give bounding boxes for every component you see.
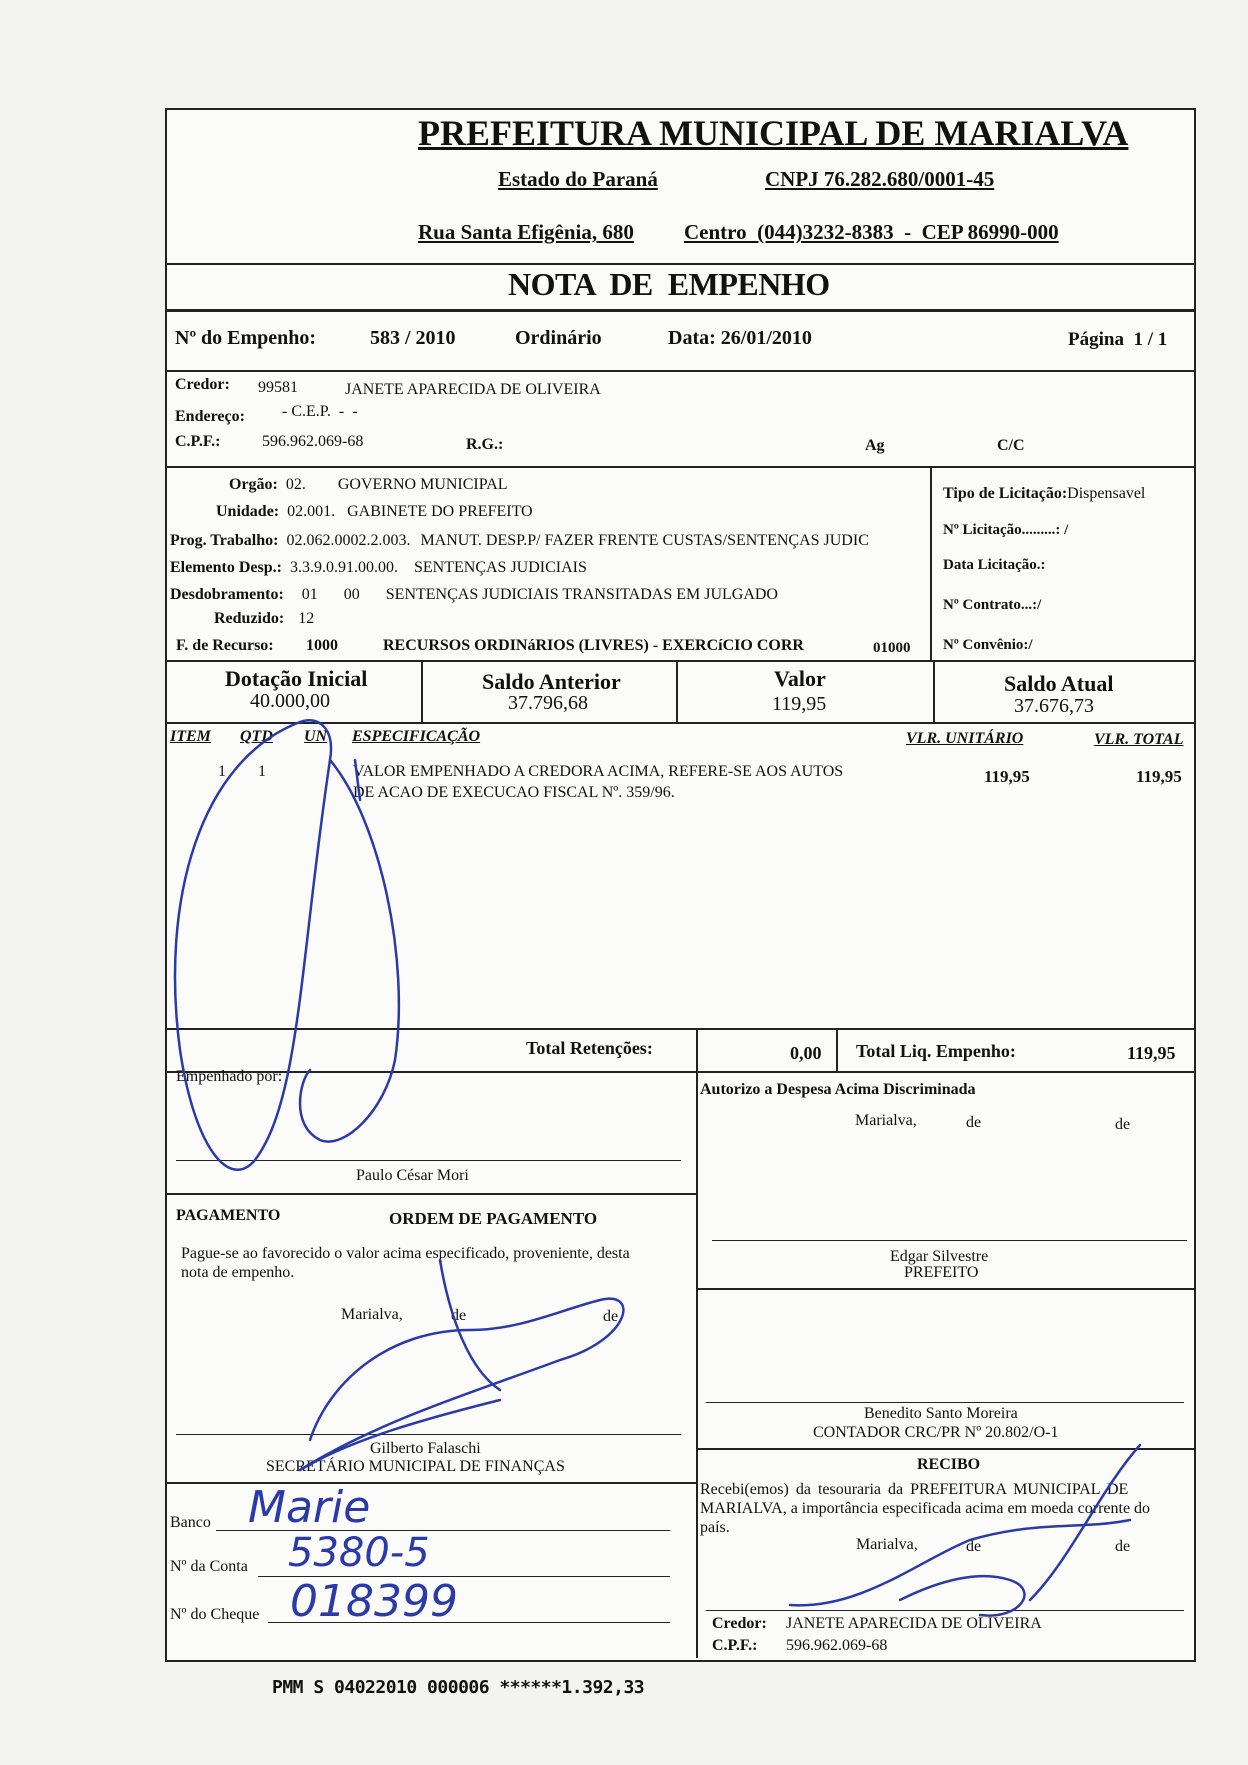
unidade-row xyxy=(216,503,533,521)
orgao-name: GOVERNO MUNICIPAL xyxy=(337,476,508,493)
desdobramento-code1: 01 xyxy=(301,586,318,603)
elemento-label: Elemento Desp.: xyxy=(170,559,282,576)
pagamento-text1: Pague-se ao favorecido o valor acima especificado, proveniente, desta xyxy=(181,1245,630,1262)
col-item: ITEM xyxy=(170,728,211,745)
row-espec-line2: DE ACAO DE EXECUCAO FISCAL Nº. 359/96. xyxy=(353,784,675,801)
col-valor-total: VLR. TOTAL xyxy=(1094,731,1184,748)
prog-code: 02.062.0002.2.003. xyxy=(286,532,411,549)
empenho-number: 583 / 2010 xyxy=(370,327,456,349)
recibo-de2: de xyxy=(1115,1538,1131,1555)
prog-row xyxy=(170,532,869,550)
page-number: Página 1 / 1 xyxy=(1068,329,1168,350)
valor-value: 119,95 xyxy=(772,693,827,715)
elemento-code: 3.3.9.0.91.00.00. xyxy=(289,559,398,576)
desdobramento-code2: 00 xyxy=(343,586,360,603)
pagamento-de1: de xyxy=(451,1307,467,1324)
cheque-handwritten: 018399 xyxy=(290,1576,458,1627)
valor-label: Valor xyxy=(774,666,826,691)
banco-label: Banco xyxy=(170,1514,211,1531)
dotacao-inicial-value: 40.000,00 xyxy=(250,690,330,712)
recibo-de1: de xyxy=(966,1538,982,1555)
row-valor-total: 119,95 xyxy=(1136,767,1182,786)
cpf-value: 596.962.069-68 xyxy=(262,433,364,450)
pagamento-place: Marialva, xyxy=(341,1306,403,1323)
ordem-pagamento-label: ORDEM DE PAGAMENTO xyxy=(389,1209,598,1228)
contador-name: Benedito Santo Moreira xyxy=(864,1405,1018,1422)
cc-label: C/C xyxy=(997,437,1025,454)
total-retencoes-label: Total Retenções: xyxy=(526,1038,653,1058)
ag-label: Ag xyxy=(865,437,885,454)
recurso-code: 1000 xyxy=(306,637,338,654)
elemento-row xyxy=(170,559,587,577)
row-valor-unitario: 119,95 xyxy=(984,767,1030,786)
prog-label: Prog. Trabalho: xyxy=(170,532,279,549)
row-qtd: 1 xyxy=(258,763,266,780)
tipo-licitacao-value: Dispensavel xyxy=(1067,485,1146,502)
desdobramento-name: SENTENÇAS JUDICIAIS TRANSITADAS EM JULGADO xyxy=(385,586,778,603)
elemento-name: SENTENÇAS JUDICIAIS xyxy=(413,559,587,576)
empenhado-label: Empenhado por: xyxy=(176,1068,283,1085)
col-especificacao: ESPECIFICAÇÃO xyxy=(352,728,481,745)
credor-label: Credor: xyxy=(175,376,230,393)
numero-convenio: Nº Convênio:/ xyxy=(943,637,1033,653)
data-licitacao: Data Licitação.: xyxy=(943,557,1046,573)
cpf-label: C.P.F.: xyxy=(175,433,221,450)
address-text: Rua Santa Efigênia, 680 xyxy=(418,220,634,244)
recibo-text3: país. xyxy=(700,1519,730,1536)
empenho-label: Nº do Empenho: xyxy=(175,327,317,349)
prefeito-name: Edgar Silvestre xyxy=(890,1248,989,1265)
state-text: Estado do Paraná xyxy=(498,167,658,191)
autorizo-de2: de xyxy=(1115,1116,1131,1133)
total-liquido-value: 119,95 xyxy=(1127,1043,1176,1063)
saldo-anterior-value: 37.796,68 xyxy=(508,692,588,714)
total-liquido-label: Total Liq. Empenho: xyxy=(856,1041,1016,1061)
conta-handwritten: 5380-5 xyxy=(288,1530,430,1576)
saldo-atual-value: 37.676,73 xyxy=(1014,695,1094,717)
col-qtd: QTD xyxy=(240,728,273,745)
cnpj-text: CNPJ 76.282.680/0001-45 xyxy=(765,167,995,191)
empenhado-name: Paulo César Mori xyxy=(356,1167,469,1184)
col-valor-unitario: VLR. UNITÁRIO xyxy=(906,730,1024,747)
reduzido-row xyxy=(214,610,314,628)
recibo-place: Marialva, xyxy=(856,1536,918,1553)
row-item: 1 xyxy=(218,763,226,780)
endereco-label: Endereço: xyxy=(175,408,245,425)
recibo-credor-label: Credor: xyxy=(712,1615,767,1632)
recibo-credor-name: JANETE APARECIDA DE OLIVEIRA xyxy=(786,1615,1042,1632)
dotacao-inicial-label: Dotação Inicial xyxy=(225,666,368,691)
cheque-label: Nº do Cheque xyxy=(170,1606,260,1623)
autorizo-title: Autorizo a Despesa Acima Discriminada xyxy=(700,1081,976,1098)
orgao-row xyxy=(229,476,508,494)
orgao-label: Orgão: xyxy=(229,476,278,493)
pagamento-de2: de xyxy=(603,1308,619,1325)
saldo-atual-label: Saldo Atual xyxy=(1004,671,1114,696)
reduzido-value: 12 xyxy=(298,610,315,627)
recibo-title: RECIBO xyxy=(917,1456,981,1473)
numero-contrato: Nº Contrato...:/ xyxy=(943,597,1042,613)
pagamento-label: PAGAMENTO xyxy=(176,1207,281,1224)
autorizo-de1: de xyxy=(966,1114,982,1131)
banco-handwritten: Marie xyxy=(248,1482,371,1533)
prog-name: MANUT. DESP.P/ FAZER FRENTE CUSTAS/SENTENÇAS JUDIC xyxy=(420,532,869,549)
prefeito-role: PREFEITO xyxy=(904,1264,979,1281)
conta-label: Nº da Conta xyxy=(170,1558,248,1575)
empenho-date: Data: 26/01/2010 xyxy=(668,327,812,349)
recibo-cpf-label: C.P.F.: xyxy=(712,1637,758,1654)
desdobramento-row xyxy=(170,586,778,604)
desdobramento-label: Desdobramento: xyxy=(170,586,284,603)
saldo-anterior-label: Saldo Anterior xyxy=(482,669,621,694)
orgao-code: 02. xyxy=(285,476,306,493)
address2-text: Centro (044)3232-8383 - CEP 86990-000 xyxy=(684,220,1059,244)
credor-name: JANETE APARECIDA DE OLIVEIRA xyxy=(345,381,601,398)
recibo-text2: MARIALVA, a importância especificada acima em moeda corrente do xyxy=(700,1500,1151,1517)
contador-role: CONTADOR CRC/PR Nº 20.802/O-1 xyxy=(813,1424,1059,1441)
unidade-label: Unidade: xyxy=(216,503,280,520)
numero-licitacao: Nº Licitação.........: / xyxy=(943,522,1069,538)
pagamento-text2: nota de empenho. xyxy=(181,1264,295,1281)
empenho-type: Ordinário xyxy=(515,327,602,349)
row-espec-line1: VALOR EMPENHADO A CREDORA ACIMA, REFERE-SE AOS AUTOS xyxy=(353,763,844,780)
rg-label: R.G.: xyxy=(466,436,504,453)
recibo-text1: Recebi(emos) da tesouraria da PREFEITURA MUNICIPAL DE xyxy=(700,1481,1129,1498)
recurso-label: F. de Recurso: xyxy=(176,637,274,654)
reduzido-label: Reduzido: xyxy=(214,610,285,627)
col-un: UN xyxy=(304,728,328,745)
credor-code: 99581 xyxy=(258,379,298,396)
endereco-value: - C.E.P. - - xyxy=(282,403,358,420)
secretario-role: SECRETÁRIO MUNICIPAL DE FINANÇAS xyxy=(266,1458,565,1475)
tipo-licitacao xyxy=(943,485,1145,503)
recibo-cpf-value: 596.962.069-68 xyxy=(786,1637,888,1654)
autorizo-place: Marialva, xyxy=(855,1112,917,1129)
tipo-licitacao-label: Tipo de Licitação: xyxy=(943,485,1068,502)
recurso-code2: 01000 xyxy=(873,640,911,656)
document-title: NOTA DE EMPENHO xyxy=(508,266,830,302)
unidade-name: GABINETE DO PREFEITO xyxy=(347,503,533,520)
unidade-code: 02.001. xyxy=(287,503,336,520)
footer-code: PMM S 04022010 000006 ******1.392,33 xyxy=(272,1677,645,1698)
recurso-name: RECURSOS ORDINáRIOS (LIVRES) - EXERCíCIO CORR xyxy=(383,637,804,654)
page-title: PREFEITURA MUNICIPAL DE MARIALVA xyxy=(418,113,1129,153)
secretario-name: Gilberto Falaschi xyxy=(370,1440,481,1457)
total-retencoes-value: 0,00 xyxy=(790,1043,822,1063)
